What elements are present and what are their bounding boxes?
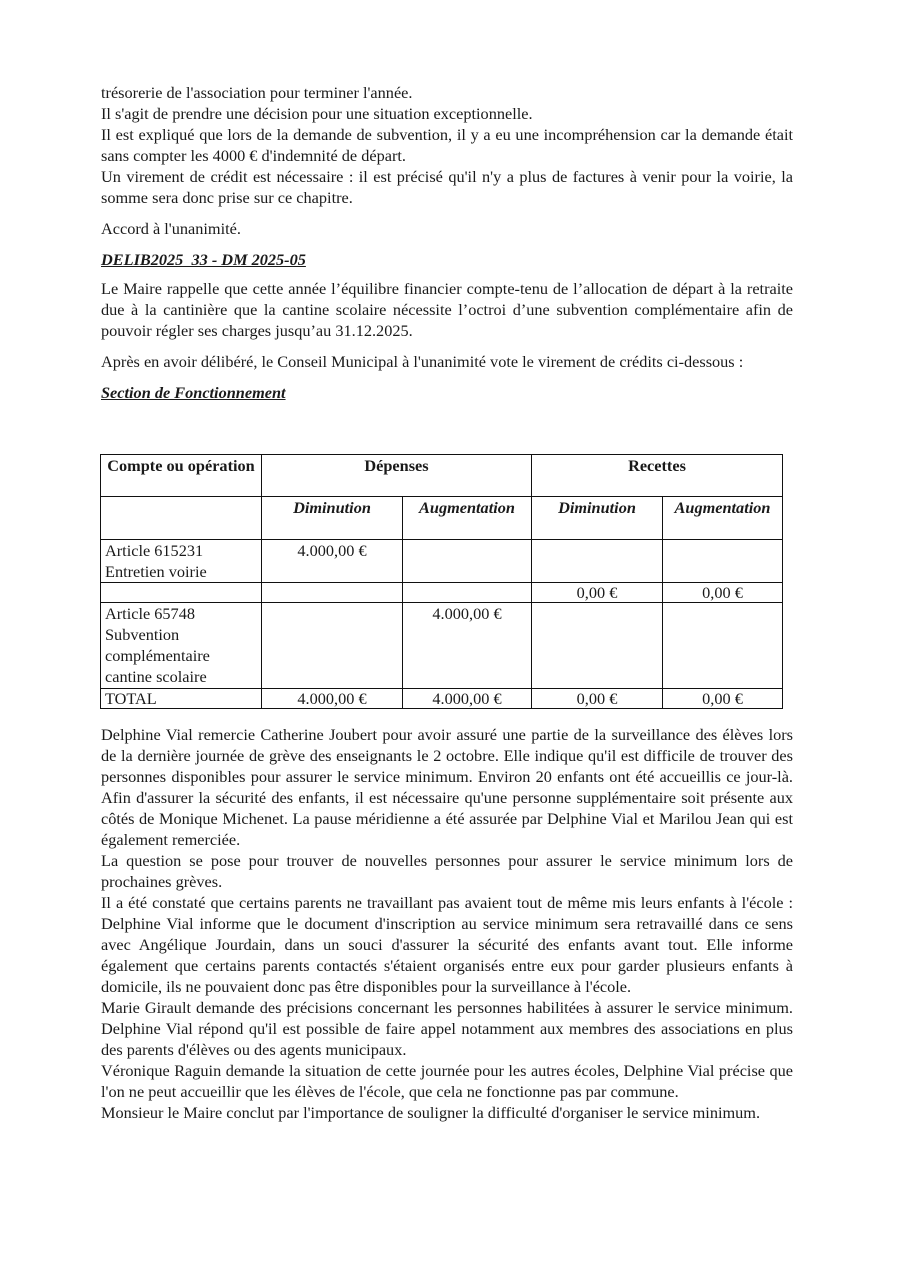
cell-rec-dim: 0,00 € — [532, 583, 663, 603]
section-title: Section de Fonctionnement — [101, 383, 286, 402]
discussion-paragraph-1: Delphine Vial remercie Catherine Joubert pour avoir assuré une partie de la surveillance des élèves lors de la dernière journée de grève des enseignants le 2 octobre. Elle indique qu'il est difficile de trouver des personnes disponibles pour assurer le service minimum. Environ 20 enfants ont été accueillis ce jour-là. Afin d'assurer la sécurité des enfants, il est nécessaire qu'une personne supplémentaire soit présente aux côtés de Monique Michenet. La pause méridienne a été assurée par Delphine Vial et Marilou Jean qui est également remerciée. — [101, 725, 793, 849]
row-label — [101, 583, 262, 603]
cell-dep-aug: 4.000,00 € — [403, 603, 532, 689]
cell-dep-aug — [403, 583, 532, 603]
accord-text: Accord à l'unanimité. — [101, 219, 241, 238]
cell-rec-dim — [532, 603, 663, 689]
header-dep-augmentation: Augmentation — [403, 497, 532, 540]
discussion-paragraph-5: Véronique Raguin demande la situation de cette journée pour les autres écoles, Delphine Vial précise que l'on ne peut accueillir que les élèves de l'école, que cela ne fonctionne pas par commune. — [101, 1061, 793, 1101]
cell-dep-aug: 4.000,00 € — [403, 689, 532, 709]
row-label: Article 65748 Subvention complémentaire cantine scolaire — [101, 603, 262, 689]
discussion-paragraph-3: Il a été constaté que certains parents ne travaillant pas avaient tout de même mis leurs enfants à l'école : Delphine Vial informe que le document d'inscription au service minimum sera retravaillé dans ce sens avec Angélique Jourdain, dans un souci d'assurer la sécurité des enfants avant tout. Elle informe également que certains parents contactés s'étaient organisés entre eux pour garder plusieurs enfants à domicile, ils ne pouvaient donc pas être disponibles pour la surveillance à l'école. — [101, 893, 793, 996]
discussion-section — [101, 724, 793, 1123]
discussion-paragraph-6: Monsieur le Maire conclut par l'importance de souligner la difficulté d'organiser le service minimum. — [101, 1103, 761, 1122]
cell-dep-dim: 4.000,00 € — [262, 540, 403, 583]
cell-rec-aug — [663, 603, 783, 689]
header-dep-diminution: Diminution — [262, 497, 403, 540]
discussion-paragraph-4: Marie Girault demande des précisions concernant les personnes habilitées à assurer le service minimum. Delphine Vial répond qu'il est possible de faire appel notamment aux membres des associations en plus des parents d'élèves ou des agents municipaux. — [101, 998, 793, 1059]
header-compte: Compte ou opération — [101, 455, 262, 497]
intro-line-4: Un virement de crédit est nécessaire : il est précisé qu'il n'y a plus de factures à venir pour la voirie, la somme sera donc prise sur ce chapitre. — [101, 167, 793, 207]
document-page-top — [101, 82, 793, 403]
cell-dep-aug — [403, 540, 532, 583]
cell-rec-aug: 0,00 € — [663, 583, 783, 603]
deliberation-paragraph-1: Le Maire rappelle que cette année l’équilibre financier compte-tenu de l’allocation de départ à la retraite due à la cantinière que la cantine scolaire nécessite l’octroi d’une subvention complémentaire afin de pouvoir régler ses charges jusqu’au 31.12.2025. — [101, 279, 793, 340]
cell-dep-dim: 4.000,00 € — [262, 689, 403, 709]
budget-table — [100, 454, 783, 709]
row-label: TOTAL — [101, 689, 262, 709]
cell-dep-dim — [262, 583, 403, 603]
intro-line-1: trésorerie de l'association pour terminer l'année. — [101, 83, 413, 102]
cell-rec-aug — [663, 540, 783, 583]
header-rec-augmentation: Augmentation — [663, 497, 783, 540]
intro-line-2: Il s'agit de prendre une décision pour une situation exceptionnelle. — [101, 104, 533, 123]
table-row — [101, 540, 783, 583]
cell-rec-dim: 0,00 € — [532, 689, 663, 709]
cell-rec-aug: 0,00 € — [663, 689, 783, 709]
intro-line-3: Il est expliqué que lors de la demande de subvention, il y a eu une incompréhension car la demande était sans compter les 4000 € d'indemnité de départ. — [101, 125, 793, 165]
header-depenses: Dépenses — [262, 455, 532, 497]
table-row-total — [101, 689, 783, 709]
cell-dep-dim — [262, 603, 403, 689]
table-row — [101, 603, 783, 689]
header-empty — [101, 497, 262, 540]
discussion-paragraph-2: La question se pose pour trouver de nouvelles personnes pour assurer le service minimum lors de prochaines grèves. — [101, 851, 793, 891]
header-rec-diminution: Diminution — [532, 497, 663, 540]
row-label: Article 615231 Entretien voirie — [101, 540, 262, 583]
table-row — [101, 583, 783, 603]
deliberation-paragraph-2: Après en avoir délibéré, le Conseil Municipal à l'unanimité vote le virement de crédits ci-dessous : — [101, 352, 744, 371]
cell-rec-dim — [532, 540, 663, 583]
header-recettes: Recettes — [532, 455, 783, 497]
deliberation-title: DELIB2025 33 - DM 2025-05 — [101, 250, 306, 269]
